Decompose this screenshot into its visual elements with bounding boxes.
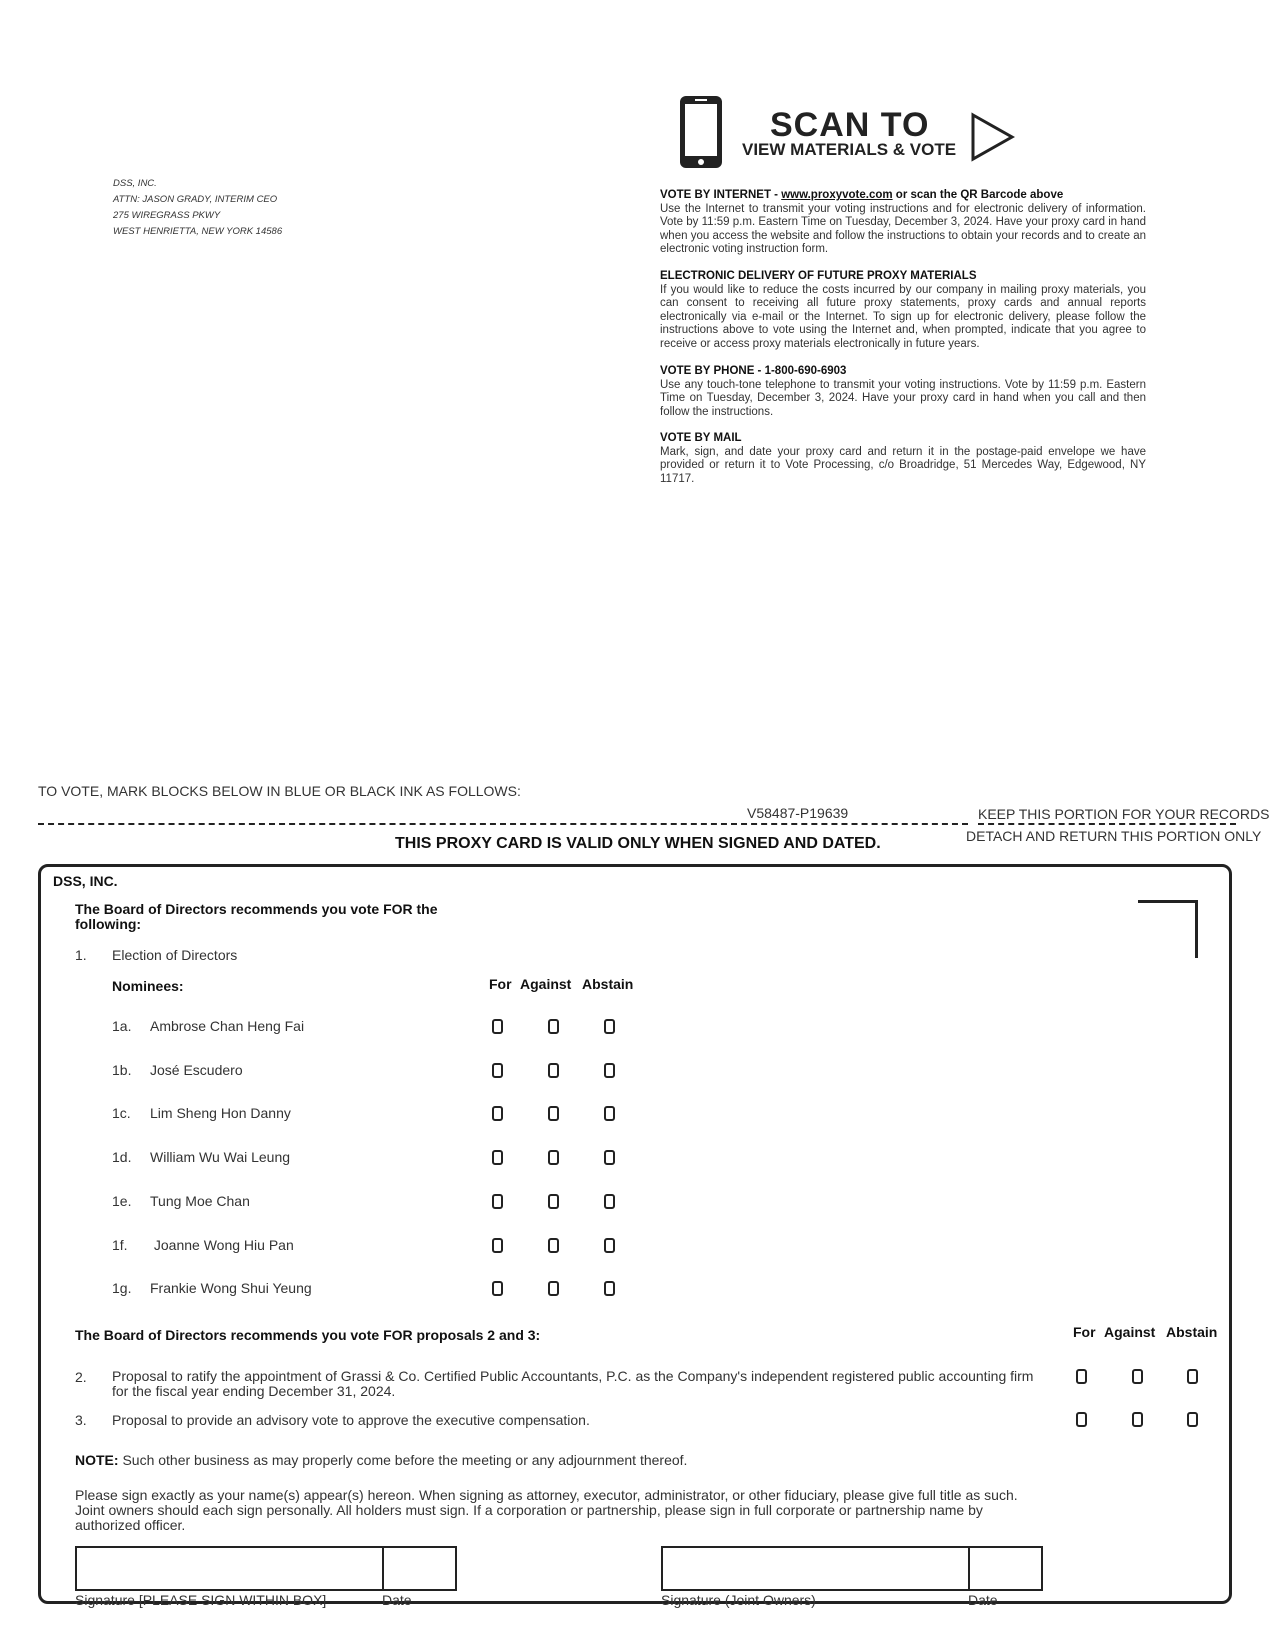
col-for: For <box>489 976 512 992</box>
proposal-number: 3. <box>75 1412 87 1428</box>
nominee-number: 1f. <box>112 1237 128 1253</box>
nominee-for-checkbox[interactable] <box>492 1063 503 1078</box>
vote-mail-body: Mark, sign, and date your proxy card and return it in the postage-paid envelope we have provided or return it to Vote Processing, c/o Broadridge, 51 Mercedes Way, Edgewood, NY 11717. <box>660 445 1146 485</box>
vote-phone-heading: VOTE BY PHONE - 1-800-690-6903 <box>660 365 847 377</box>
nominee-number: 1a. <box>112 1018 132 1034</box>
joint-signature-box[interactable] <box>661 1546 970 1591</box>
signature-label: Signature [PLEASE SIGN WITHIN BOX] <box>75 1592 327 1608</box>
vote-internet-section <box>660 189 1146 257</box>
vote-mail-section <box>660 432 1146 486</box>
smartphone-icon <box>678 94 724 170</box>
nominee-against-checkbox[interactable] <box>548 1194 559 1209</box>
vote-phone-body: Use any touch-tone telephone to transmit your voting instructions. Vote by 11:59 p.m. Eastern Time on Tuesday, December 3, 2024. Have your proxy card in hand when you call and then follow the instructions. <box>660 378 1146 418</box>
corner-mark <box>1138 900 1198 958</box>
nominee-abstain-checkbox[interactable] <box>604 1150 615 1165</box>
proposal-3-abstain-checkbox[interactable] <box>1187 1412 1198 1427</box>
address-line: 275 WIREGRASS PKWY <box>113 210 221 221</box>
nominee-abstain-checkbox[interactable] <box>604 1063 615 1078</box>
ink-instructions: TO VOTE, MARK BLOCKS BELOW IN BLUE OR BLACK INK AS FOLLOWS: <box>38 783 521 799</box>
electronic-delivery-heading: ELECTRONIC DELIVERY OF FUTURE PROXY MATERIALS <box>660 270 977 282</box>
col-abstain: Abstain <box>582 976 634 992</box>
nominee-number: 1d. <box>112 1149 132 1165</box>
board-recommendation-1: The Board of Directors recommends you vote FOR the following: <box>75 901 438 932</box>
validity-notice: THIS PROXY CARD IS VALID ONLY WHEN SIGNED AND DATED. <box>395 835 881 852</box>
proposal-2-against-checkbox[interactable] <box>1132 1369 1143 1384</box>
vote-mail-heading: VOTE BY MAIL <box>660 432 742 444</box>
proposal-text: Proposal to ratify the appointment of Grassi & Co. Certified Public Accountants, P.C. as the Company's independent registered public accounting firm for the fiscal year ending December 31, 2024. <box>112 1368 1034 1399</box>
detach-line-right <box>978 823 1236 825</box>
nominee-for-checkbox[interactable] <box>492 1238 503 1253</box>
vote-phone-section <box>660 365 1146 419</box>
address-line: ATTN: JASON GRADY, INTERIM CEO <box>113 194 278 205</box>
address-line: DSS, INC. <box>113 178 157 189</box>
proposal-2-for-checkbox[interactable] <box>1076 1369 1087 1384</box>
control-code: V58487-P19639 <box>743 805 852 821</box>
nominee-name: William Wu Wai Leung <box>150 1149 291 1165</box>
nominee-name: José Escudero <box>150 1062 243 1078</box>
nominee-abstain-checkbox[interactable] <box>604 1106 615 1121</box>
scan-subtitle: VIEW MATERIALS & VOTE <box>742 140 957 159</box>
date-box[interactable] <box>382 1546 457 1591</box>
detach-line <box>38 823 968 825</box>
return-address <box>113 176 282 240</box>
nominee-name: Frankie Wong Shui Yeung <box>150 1280 312 1296</box>
proposal-3-against-checkbox[interactable] <box>1132 1412 1143 1427</box>
vote-internet-body: Use the Internet to transmit your voting instructions and for electronic delivery of information. Vote by 11:59 p.m. Eastern Time on Tuesday, December 3, 2024. Have your proxy card in hand when you access the website and follow the instructions to obtain your records and to create an electronic voting instruction form. <box>660 202 1146 255</box>
item1-number: 1. <box>75 947 87 963</box>
nominee-name: Lim Sheng Hon Danny <box>150 1105 291 1121</box>
nominee-name: Ambrose Chan Heng Fai <box>150 1018 305 1034</box>
nominee-number: 1c. <box>112 1105 131 1121</box>
nominee-number: 1e. <box>112 1193 132 1209</box>
nominee-abstain-checkbox[interactable] <box>604 1194 615 1209</box>
nominee-number: 1g. <box>112 1280 132 1296</box>
nominee-against-checkbox[interactable] <box>548 1106 559 1121</box>
nominee-against-checkbox[interactable] <box>548 1238 559 1253</box>
nominee-against-checkbox[interactable] <box>548 1063 559 1078</box>
nominee-abstain-checkbox[interactable] <box>604 1281 615 1296</box>
nominee-against-checkbox[interactable] <box>548 1281 559 1296</box>
keep-portion-label: KEEP THIS PORTION FOR YOUR RECORDS <box>978 806 1270 822</box>
col-against: Against <box>520 976 572 992</box>
signing-instructions: Please sign exactly as your name(s) appear(s) hereon. When signing as attorney, executor, administrator, or other fiduciary, please give full title as such. Joint owners should each sign personally. All holders must sign. If a corporation or partnership, please sign in full corporate or partnership name by authorized officer. <box>75 1487 1018 1533</box>
joint-date-box[interactable] <box>968 1546 1043 1591</box>
nominee-name: Tung Moe Chan <box>150 1193 250 1209</box>
proposal-text: Proposal to provide an advisory vote to approve the executive compensation. <box>112 1412 590 1428</box>
col-for-2: For <box>1073 1324 1096 1340</box>
proposal-2-abstain-checkbox[interactable] <box>1187 1369 1198 1384</box>
nominee-for-checkbox[interactable] <box>492 1106 503 1121</box>
nominee-name: Joanne Wong Hiu Pan <box>150 1237 294 1253</box>
joint-signature-label: Signature (Joint Owners) <box>661 1592 816 1608</box>
nominee-for-checkbox[interactable] <box>492 1194 503 1209</box>
scan-title: SCAN TO <box>770 106 930 144</box>
play-arrow-icon <box>970 112 1015 162</box>
nominee-number: 1b. <box>112 1062 132 1078</box>
nominee-for-checkbox[interactable] <box>492 1281 503 1296</box>
note: NOTE: Such other business as may properly come before the meeting or any adjournment thereof. <box>75 1452 688 1468</box>
date-label: Date <box>382 1592 412 1608</box>
board-recommendation-2: The Board of Directors recommends you vote FOR proposals 2 and 3: <box>75 1327 541 1343</box>
detach-portion-label: DETACH AND RETURN THIS PORTION ONLY <box>966 828 1262 844</box>
address-line: WEST HENRIETTA, NEW YORK 14586 <box>113 226 283 237</box>
nominees-label: Nominees: <box>112 978 184 994</box>
proposal-number: 2. <box>75 1369 87 1385</box>
item1-label: Election of Directors <box>112 947 238 963</box>
col-abstain-2: Abstain <box>1166 1324 1218 1340</box>
card-company: DSS, INC. <box>53 873 118 889</box>
nominee-for-checkbox[interactable] <box>492 1019 503 1034</box>
proposal-3-for-checkbox[interactable] <box>1076 1412 1087 1427</box>
electronic-delivery-body: If you would like to reduce the costs incurred by our company in mailing proxy materials, you can consent to receiving all future proxy statements, proxy cards and annual reports electronically via e-mail or the Internet. To sign up for electronic delivery, please follow the instructions above to vote using the Internet and, when prompted, indicate that you agree to receive or access proxy materials electronically in future years. <box>660 283 1146 350</box>
nominee-abstain-checkbox[interactable] <box>604 1019 615 1034</box>
joint-date-label: Date <box>968 1592 998 1608</box>
signature-box[interactable] <box>75 1546 384 1591</box>
electronic-delivery-section <box>660 270 1146 351</box>
nominee-abstain-checkbox[interactable] <box>604 1238 615 1253</box>
proxyvote-link[interactable]: www.proxyvote.com <box>781 189 893 201</box>
vote-internet-heading: VOTE BY INTERNET - www.proxyvote.com or scan the QR Barcode above <box>660 189 1064 201</box>
col-against-2: Against <box>1104 1324 1156 1340</box>
nominee-for-checkbox[interactable] <box>492 1150 503 1165</box>
nominee-against-checkbox[interactable] <box>548 1019 559 1034</box>
nominee-against-checkbox[interactable] <box>548 1150 559 1165</box>
